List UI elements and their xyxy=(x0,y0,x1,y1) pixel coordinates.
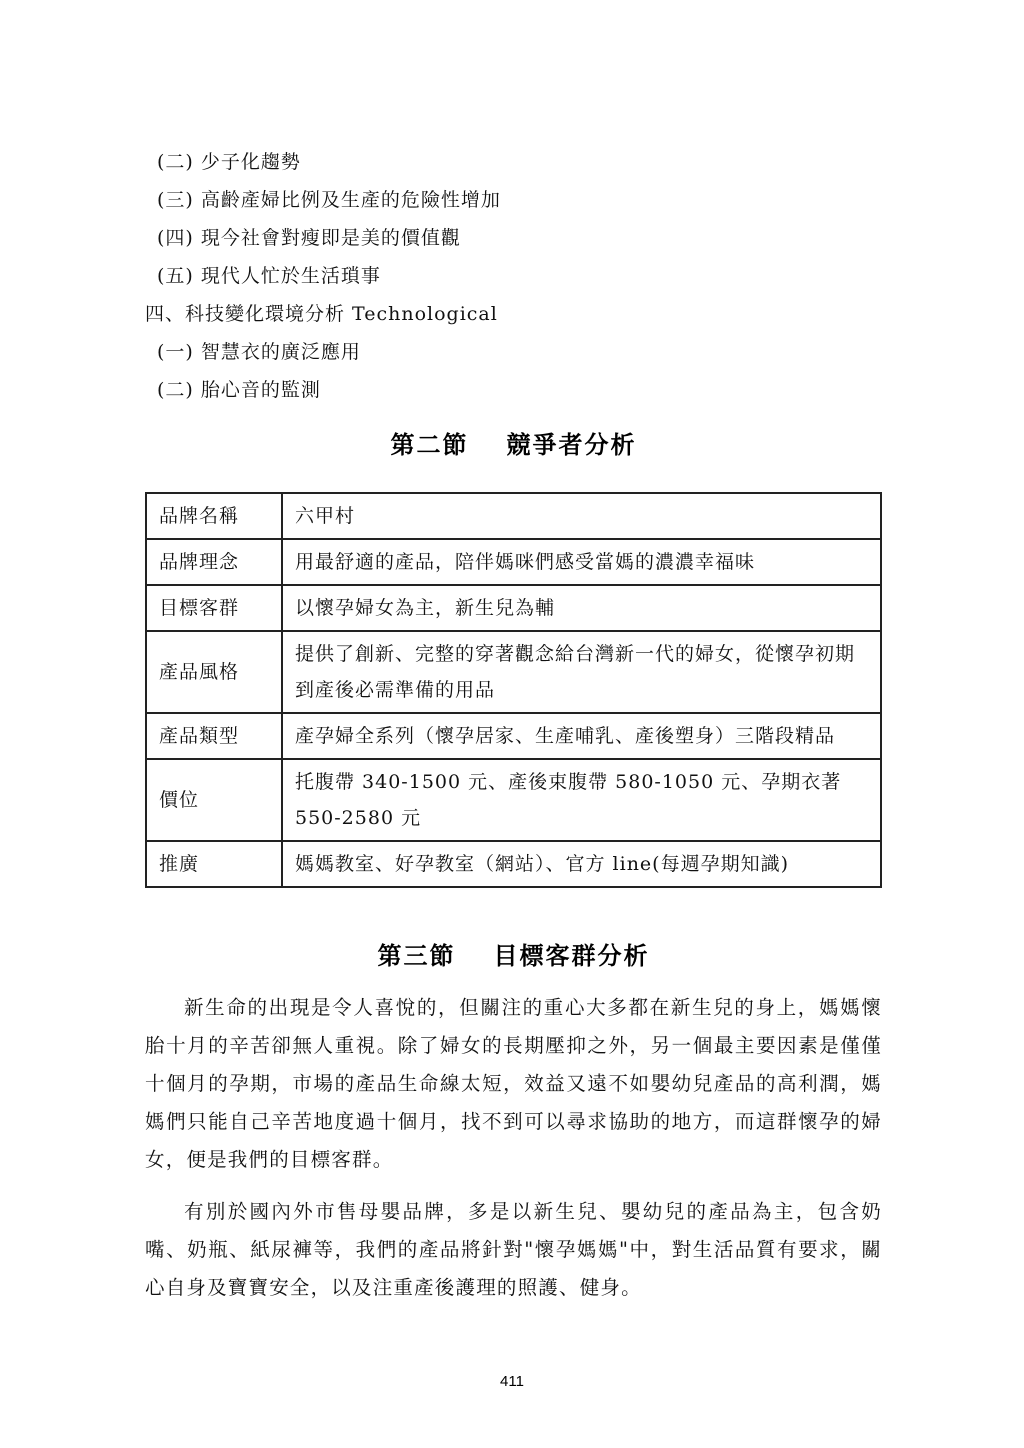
row-value: 托腹帶 340-1500 元、產後束腹帶 580-1050 元、孕期衣著 550-2580 元 xyxy=(282,759,881,841)
row-value: 用最舒適的產品，陪伴媽咪們感受當媽的濃濃幸福味 xyxy=(282,539,881,585)
section-name: 競爭者分析 xyxy=(506,430,637,459)
environment-analysis-outline xyxy=(145,143,882,409)
row-label: 產品類型 xyxy=(146,713,282,759)
outline-item: (一) 智慧衣的廣泛應用 xyxy=(157,341,361,363)
section-number: 第三節 xyxy=(377,941,456,970)
table-row-target-customers xyxy=(146,585,881,631)
page-content xyxy=(145,143,882,1307)
row-label: 目標客群 xyxy=(146,585,282,631)
row-label: 價位 xyxy=(146,759,282,841)
section-heading-competitor-analysis xyxy=(145,425,882,460)
table-row-product-style xyxy=(146,631,881,713)
outline-item: (二) 少子化趨勢 xyxy=(157,151,301,173)
competitor-brand-table xyxy=(145,492,882,888)
outline-item-technological: 四、科技變化環境分析 Technological xyxy=(145,303,498,325)
outline-item: (五) 現代人忙於生活瑣事 xyxy=(157,265,381,287)
outline-item: (四) 現今社會對瘦即是美的價值觀 xyxy=(157,227,461,249)
row-value: 以懷孕婦女為主，新生兒為輔 xyxy=(282,585,881,631)
row-value: 六甲村 xyxy=(282,493,881,539)
table-row-product-type xyxy=(146,713,881,759)
outline-item: (三) 高齡產婦比例及生產的危險性增加 xyxy=(157,189,501,211)
row-value: 提供了創新、完整的穿著觀念給台灣新一代的婦女，從懷孕初期到產後必需準備的用品 xyxy=(282,631,881,713)
row-label: 產品風格 xyxy=(146,631,282,713)
page-number: 411 xyxy=(500,1373,524,1390)
body-paragraph: 有別於國內外市售母嬰品牌，多是以新生兒、嬰幼兒的產品為主，包含奶嘴、奶瓶、紙尿褲等，我們的產品將針對"懷孕媽媽"中，對生活品質有要求，關心自身及寶寶安全，以及注重產後護理的照護、健身。 xyxy=(145,1200,882,1299)
row-value: 產孕婦全系列（懷孕居家、生產哺乳、產後塑身）三階段精品 xyxy=(282,713,881,759)
outline-item: (二) 胎心音的監測 xyxy=(157,379,321,401)
body-paragraph: 新生命的出現是令人喜悅的，但關注的重心大多都在新生兒的身上，媽媽懷胎十月的辛苦卻無人重視。除了婦女的長期壓抑之外，另一個最主要因素是僅僅十個月的孕期，市場的產品生命線太短，效益又遠不如嬰幼兒產品的高利潤，媽媽們只能自己辛苦地度過十個月，找不到可以尋求協助的地方，而這群懷孕的婦女，便是我們的目標客群。 xyxy=(145,996,882,1171)
section-name: 目標客群分析 xyxy=(493,941,650,970)
table-row-brand-concept xyxy=(146,539,881,585)
table-row-promotion xyxy=(146,841,881,887)
table-row-brand-name xyxy=(146,493,881,539)
section-number: 第二節 xyxy=(390,430,469,459)
row-label: 品牌理念 xyxy=(146,539,282,585)
table-row-price xyxy=(146,759,881,841)
section-heading-target-customer-analysis xyxy=(145,936,882,971)
row-value: 媽媽教室、好孕教室（網站）、官方 line(每週孕期知識) xyxy=(282,841,881,887)
row-label: 推廣 xyxy=(146,841,282,887)
row-label: 品牌名稱 xyxy=(146,493,282,539)
